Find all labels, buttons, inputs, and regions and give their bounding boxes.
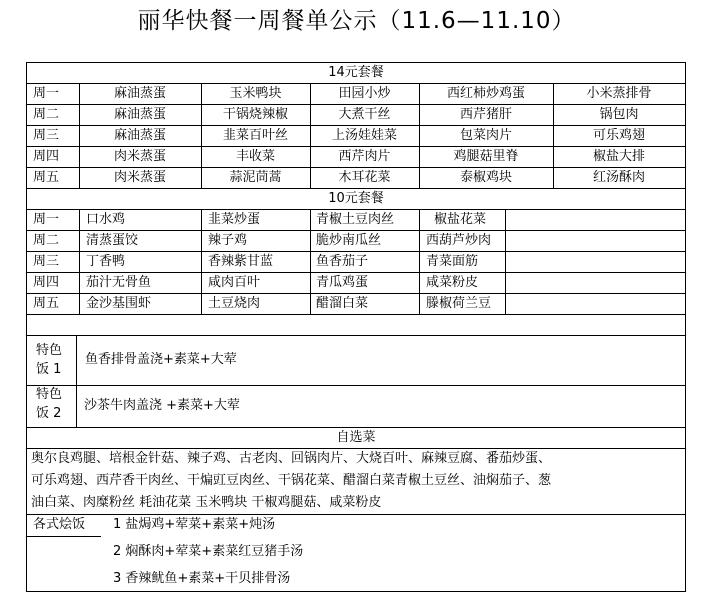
assorted-item: 3 香辣鱿鱼+素菜+干贝排骨汤 [113, 571, 291, 586]
assorted-item: 1 盐焗鸡+荤菜+素菜+炖汤 [113, 517, 276, 532]
self-select-line: 可乐鸡翅、西芹香干肉丝、干煸豇豆肉丝、干锅花菜、醋溜白菜青椒土豆丝、油焖茄子、葱 [31, 473, 552, 488]
day-label: 周二 [33, 107, 60, 122]
menu-cell: 小米蒸排骨 [586, 86, 652, 101]
menu-cell: 鱼香茄子 [316, 254, 369, 269]
special-label-line1: 特色 [36, 387, 63, 402]
menu-cell: 麻油蒸蛋 [113, 107, 166, 122]
day-label: 周二 [33, 233, 60, 248]
menu-cell: 锅包肉 [599, 107, 639, 122]
menu-cell: 包菜肉片 [459, 128, 512, 143]
special-label-line2: 饭 2 [36, 406, 62, 421]
menu-cell: 泰椒鸡块 [459, 170, 512, 185]
menu-cell: 麻油蒸蛋 [113, 128, 166, 143]
menu-cell: 韭菜百叶丝 [222, 128, 288, 143]
menu-cell: 麻油蒸蛋 [113, 86, 166, 101]
menu-cell: 韭菜炒蛋 [208, 212, 261, 227]
day-label: 周三 [33, 128, 60, 143]
menu-cell: 鸡腿菇里脊 [453, 149, 519, 164]
menu-cell: 丁香鸭 [86, 254, 126, 269]
menu-cell: 咸菜粉皮 [426, 275, 479, 290]
menu-cell: 木耳花菜 [338, 170, 391, 185]
menu-cell: 青菜面筋 [426, 254, 479, 269]
menu-cell: 西芹肉片 [338, 149, 391, 164]
menu-cell: 玉米鸭块 [229, 86, 282, 101]
menu-cell: 西芹猪肝 [459, 107, 512, 122]
menu-cell: 清蒸蛋饺 [86, 233, 139, 248]
menu-cell: 脆炒南瓜丝 [316, 233, 382, 248]
divider [79, 209, 80, 314]
self-select-line: 奥尔良鸡腿、培根金针菇、辣子鸡、古老肉、回锅肉片、大烧百叶、麻辣豆腐、番茄炒蛋、 [31, 451, 552, 466]
menu-table [26, 62, 686, 592]
section-heading-10: 10元套餐 [328, 191, 384, 206]
menu-cell: 肉米蒸蛋 [113, 170, 166, 185]
divider [76, 335, 77, 427]
menu-cell: 椒盐大排 [592, 149, 645, 164]
menu-cell: 大煮干丝 [338, 107, 391, 122]
divider [310, 209, 311, 314]
menu-cell: 青瓜鸡蛋 [316, 275, 369, 290]
menu-cell: 咸肉百叶 [208, 275, 261, 290]
menu-cell: 醋溜白菜 [316, 296, 369, 311]
day-label: 周五 [33, 296, 60, 311]
divider [27, 536, 101, 537]
menu-cell: 茄汁无骨鱼 [86, 275, 152, 290]
menu-cell: 土豆烧肉 [208, 296, 261, 311]
special-rice-1: 鱼香排骨盖浇+素菜+大荤 [85, 352, 237, 367]
divider [419, 209, 420, 314]
special-rice-2: 沙茶牛肉盖浇 +素菜+大荤 [84, 398, 240, 413]
day-label: 周三 [33, 254, 60, 269]
menu-cell: 椒盐花菜 [434, 212, 487, 227]
divider [27, 314, 685, 315]
special-label-line2: 饭 1 [36, 362, 62, 377]
menu-cell: 红汤酥肉 [592, 170, 645, 185]
section-heading-14: 14元套餐 [328, 65, 384, 80]
day-label: 周五 [33, 170, 60, 185]
section-heading-self-select: 自选菜 [336, 430, 376, 445]
day-label: 周一 [33, 212, 60, 227]
self-select-line: 油白菜、肉糜粉丝 耗油花菜 玉米鸭块 干椒鸡腿菇、咸菜粉皮 [31, 495, 382, 510]
menu-cell: 滕椒荷兰豆 [426, 296, 492, 311]
menu-cell: 可乐鸡翅 [592, 128, 645, 143]
day-label: 周四 [33, 275, 60, 290]
assorted-label: 各式烩饭 [33, 517, 86, 532]
menu-cell: 西红柿炒鸡蛋 [446, 86, 525, 101]
menu-cell: 肉米蒸蛋 [113, 149, 166, 164]
menu-cell: 口水鸡 [86, 212, 126, 227]
menu-cell: 田园小炒 [338, 86, 391, 101]
menu-cell: 干锅烧辣椒 [222, 107, 288, 122]
menu-cell: 金沙基围虾 [86, 296, 152, 311]
day-label: 周一 [33, 86, 60, 101]
menu-cell: 上汤娃娃菜 [331, 128, 397, 143]
divider [27, 385, 685, 386]
divider [27, 335, 685, 336]
menu-cell: 辣子鸡 [208, 233, 248, 248]
page-title: 丽华快餐一周餐单公示（11.6—11.10） [137, 8, 576, 34]
menu-cell: 青椒土豆肉丝 [316, 212, 395, 227]
special-label-line1: 特色 [36, 343, 63, 358]
menu-cell: 香辣紫甘蓝 [208, 254, 274, 269]
assorted-item: 2 焖酥肉+荤菜+素菜红豆猪手汤 [113, 544, 304, 559]
divider [505, 209, 506, 314]
divider [201, 209, 202, 314]
menu-cell: 丰收菜 [235, 149, 275, 164]
menu-cell: 蒜泥茼蒿 [229, 170, 282, 185]
day-label: 周四 [33, 149, 60, 164]
menu-cell: 西葫芦炒肉 [426, 233, 492, 248]
